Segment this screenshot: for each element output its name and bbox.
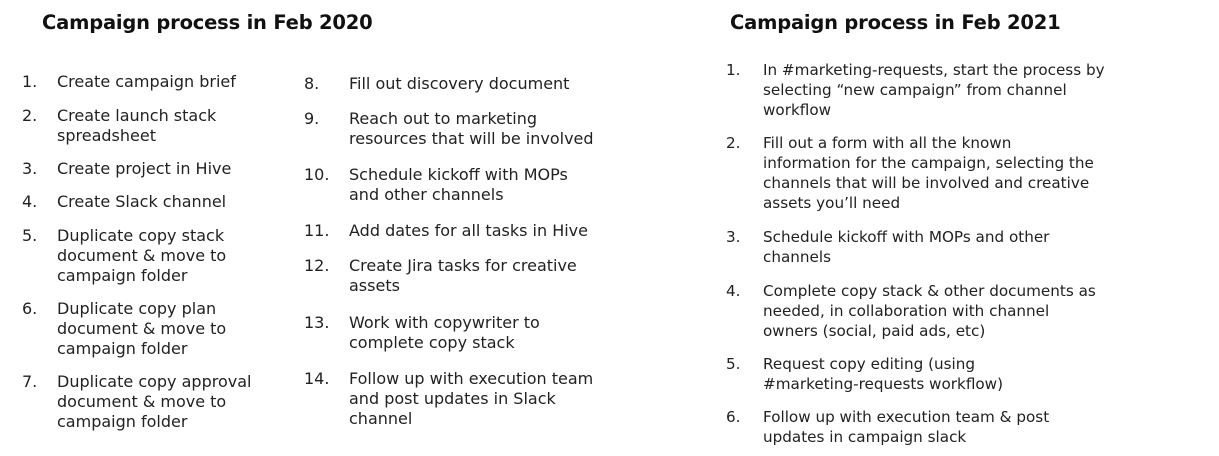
step-text: Work with copywriter to complete copy stack [349,313,540,352]
step-number: 3. [22,159,38,178]
step-number: 6. [22,299,38,318]
step-text: Add dates for all tasks in Hive [349,221,588,240]
step-number: 11. [304,221,330,240]
step-text: Create campaign brief [57,72,236,91]
step-text: Request copy editing (using #marketing-requests workflow) [763,355,1004,393]
step-number: 3. [726,228,741,246]
step-number: 7. [22,372,38,391]
step-number: 5. [726,355,741,373]
step-number: 1. [22,72,38,91]
step-number: 9. [304,109,320,128]
step-text: Follow up with execution team & post updates in campaign slack [763,408,1050,446]
step-text: Complete copy stack & other documents as needed, in collaboration with channel owners (social, paid ads, etc) [763,282,1096,340]
step-number: 2. [22,106,38,125]
step-text: Fill out a form with all the known information for the campaign, selecting the channels that will be involved and creative assets you’ll need [763,134,1094,212]
step-text: In #marketing-requests, start the process by selecting “new campaign” from channel workflow [763,61,1105,119]
step-text: Schedule kickoff with MOPs and other channels [349,165,568,204]
step-number: 4. [22,192,38,211]
heading-feb-2021: Campaign process in Feb 2021 [730,11,1061,34]
step-number: 4. [726,282,741,300]
step-number: 14. [304,369,330,388]
step-text: Duplicate copy approval document & move to campaign folder [57,372,252,431]
heading-feb-2020: Campaign process in Feb 2020 [42,11,373,34]
step-number: 5. [22,226,38,245]
step-text: Fill out discovery document [349,74,570,93]
step-text: Create launch stack spreadsheet [57,106,217,145]
step-number: 6. [726,408,741,426]
step-text: Create Jira tasks for creative assets [349,256,577,295]
step-number: 1. [726,61,741,79]
step-number: 8. [304,74,320,93]
step-text: Follow up with execution team and post updates in Slack channel [349,369,594,428]
step-text: Duplicate copy plan document & move to campaign folder [57,299,227,358]
step-text: Create project in Hive [57,159,232,178]
step-number: 12. [304,256,330,275]
step-number: 13. [304,313,330,332]
step-text: Schedule kickoff with MOPs and other channels [763,228,1050,266]
step-text: Reach out to marketing resources that will be involved [349,109,594,148]
step-text: Duplicate copy stack document & move to campaign folder [57,226,227,285]
step-text: Create Slack channel [57,192,227,211]
step-number: 2. [726,134,741,152]
step-number: 10. [304,165,330,184]
